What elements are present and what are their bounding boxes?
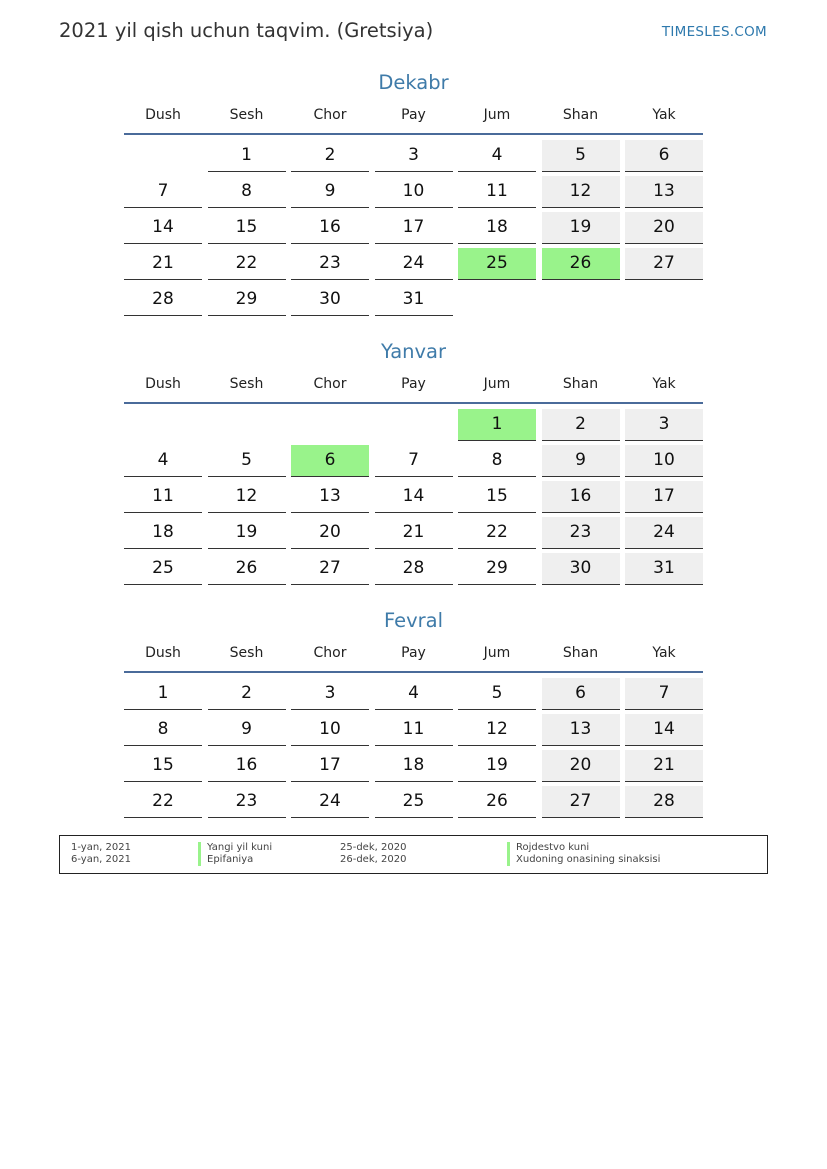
weekday-label: Yak [652, 107, 676, 123]
day-cell: 13 [291, 481, 369, 513]
week-row [124, 749, 703, 785]
weekday-label: Sesh [229, 376, 264, 392]
month-0 [124, 68, 703, 319]
day-cell: 20 [291, 517, 369, 549]
day-cell: 9 [542, 445, 620, 477]
day-cell: 22 [458, 517, 536, 549]
day-cell: 12 [458, 714, 536, 746]
day-cell: 11 [458, 176, 536, 208]
day-cell: 4 [375, 678, 453, 710]
day-cell: 16 [542, 481, 620, 513]
day-cell: 31 [375, 284, 453, 316]
day-cell: 15 [458, 481, 536, 513]
day-cell: 8 [458, 445, 536, 477]
day-cell: 15 [124, 750, 202, 782]
empty-day-cell [625, 284, 703, 315]
weekday-label: Yak [652, 645, 676, 661]
header-divider [124, 671, 703, 673]
day-cell: 16 [208, 750, 286, 782]
weekday-label: Shan [562, 376, 599, 392]
empty-day-cell [124, 140, 202, 171]
day-cell: 18 [375, 750, 453, 782]
day-cell: 9 [208, 714, 286, 746]
empty-day-cell [458, 284, 536, 315]
legend-date: 26-dek, 2020 [340, 854, 407, 865]
weekday-label: Chor [313, 107, 347, 123]
day-cell: 24 [625, 517, 703, 549]
week-row [124, 516, 703, 552]
day-cell: 20 [625, 212, 703, 244]
day-cell: 23 [208, 786, 286, 818]
day-cell: 14 [625, 714, 703, 746]
day-cell: 2 [208, 678, 286, 710]
day-cell: 4 [124, 445, 202, 477]
day-cell: 9 [291, 176, 369, 208]
day-cell: 29 [458, 553, 536, 585]
day-cell: 5 [542, 140, 620, 172]
day-cell: 11 [124, 481, 202, 513]
weekday-header [124, 371, 703, 397]
day-cell: 28 [625, 786, 703, 818]
day-cell: 21 [625, 750, 703, 782]
day-cell: 30 [542, 553, 620, 585]
day-cell: 30 [291, 284, 369, 316]
legend-holiday-name: Xudoning onasining sinaksisi [507, 854, 660, 866]
week-row [124, 785, 703, 821]
week-row [124, 283, 703, 319]
day-cell: 2 [291, 140, 369, 172]
weekday-label: Pay [401, 376, 426, 392]
day-cell: 1 [458, 409, 536, 441]
week-row [124, 552, 703, 588]
week-row [124, 211, 703, 247]
weekday-label: Chor [313, 645, 347, 661]
day-cell: 10 [375, 176, 453, 208]
weekday-label: Jum [483, 376, 511, 392]
day-cell: 22 [124, 786, 202, 818]
weekday-label: Sesh [229, 107, 264, 123]
week-row [124, 175, 703, 211]
day-cell: 24 [375, 248, 453, 280]
site-link[interactable]: TIMESLES.COM [661, 24, 767, 40]
week-row [124, 480, 703, 516]
weekday-label: Shan [562, 107, 599, 123]
empty-day-cell [124, 409, 202, 440]
day-cell: 21 [124, 248, 202, 280]
day-cell: 28 [124, 284, 202, 316]
day-cell: 11 [375, 714, 453, 746]
day-cell: 19 [458, 750, 536, 782]
month-name: Fevral [383, 609, 444, 632]
day-cell: 31 [625, 553, 703, 585]
day-cell: 26 [458, 786, 536, 818]
weekday-label: Dush [145, 645, 181, 661]
legend-date: 6-yan, 2021 [71, 854, 131, 865]
day-cell: 14 [124, 212, 202, 244]
week-row [124, 139, 703, 175]
day-cell: 7 [124, 176, 202, 208]
day-cell: 28 [375, 553, 453, 585]
day-cell: 3 [291, 678, 369, 710]
holiday-legend [59, 835, 768, 874]
week-row [124, 713, 703, 749]
day-cell: 1 [124, 678, 202, 710]
day-cell: 25 [124, 553, 202, 585]
weekday-label: Pay [401, 107, 426, 123]
day-cell: 10 [291, 714, 369, 746]
legend-holiday-name: Rojdestvo kuni [507, 842, 589, 854]
header-divider [124, 402, 703, 404]
weekday-label: Sesh [229, 645, 264, 661]
day-cell: 4 [458, 140, 536, 172]
month-2 [124, 606, 703, 821]
day-cell: 6 [291, 445, 369, 477]
day-cell: 27 [625, 248, 703, 280]
day-cell: 17 [375, 212, 453, 244]
week-row [124, 677, 703, 713]
day-cell: 27 [291, 553, 369, 585]
day-cell: 2 [542, 409, 620, 441]
legend-date: 1-yan, 2021 [71, 842, 131, 853]
weekday-label: Yak [652, 376, 676, 392]
legend-row [60, 842, 767, 854]
week-row [124, 408, 703, 444]
day-cell: 12 [542, 176, 620, 208]
day-cell: 21 [375, 517, 453, 549]
empty-day-cell [542, 284, 620, 315]
day-cell: 17 [625, 481, 703, 513]
weekday-label: Shan [562, 645, 599, 661]
month-name: Dekabr [378, 71, 449, 94]
empty-day-cell [375, 409, 453, 440]
empty-day-cell [291, 409, 369, 440]
weekday-label: Jum [483, 645, 511, 661]
day-cell: 8 [208, 176, 286, 208]
day-cell: 27 [542, 786, 620, 818]
day-cell: 15 [208, 212, 286, 244]
day-cell: 13 [542, 714, 620, 746]
empty-day-cell [208, 409, 286, 440]
day-cell: 23 [291, 248, 369, 280]
day-cell: 12 [208, 481, 286, 513]
day-cell: 22 [208, 248, 286, 280]
day-cell: 7 [375, 445, 453, 477]
day-cell: 19 [542, 212, 620, 244]
day-cell: 5 [458, 678, 536, 710]
weekday-label: Dush [145, 107, 181, 123]
day-cell: 20 [542, 750, 620, 782]
weekday-label: Chor [313, 376, 347, 392]
day-cell: 25 [458, 248, 536, 280]
weekday-label: Jum [483, 107, 511, 123]
day-cell: 23 [542, 517, 620, 549]
day-cell: 6 [625, 140, 703, 172]
day-cell: 8 [124, 714, 202, 746]
week-row [124, 247, 703, 283]
day-cell: 3 [625, 409, 703, 441]
day-cell: 18 [458, 212, 536, 244]
month-1 [124, 337, 703, 588]
day-cell: 6 [542, 678, 620, 710]
weekday-label: Pay [401, 645, 426, 661]
day-cell: 18 [124, 517, 202, 549]
legend-holiday-name: Yangi yil kuni [198, 842, 272, 854]
page-title: 2021 yil qish uchun taqvim. (Gretsiya) [59, 19, 434, 42]
week-row [124, 444, 703, 480]
weekday-header [124, 102, 703, 128]
legend-holiday-name: Epifaniya [198, 854, 253, 866]
day-cell: 17 [291, 750, 369, 782]
day-cell: 1 [208, 140, 286, 172]
day-cell: 26 [542, 248, 620, 280]
month-name: Yanvar [380, 340, 447, 363]
weekday-label: Dush [145, 376, 181, 392]
header-divider [124, 133, 703, 135]
day-cell: 7 [625, 678, 703, 710]
legend-date: 25-dek, 2020 [340, 842, 407, 853]
day-cell: 25 [375, 786, 453, 818]
day-cell: 24 [291, 786, 369, 818]
day-cell: 19 [208, 517, 286, 549]
day-cell: 10 [625, 445, 703, 477]
day-cell: 14 [375, 481, 453, 513]
day-cell: 3 [375, 140, 453, 172]
day-cell: 5 [208, 445, 286, 477]
day-cell: 16 [291, 212, 369, 244]
day-cell: 26 [208, 553, 286, 585]
legend-row [60, 854, 767, 866]
day-cell: 13 [625, 176, 703, 208]
weekday-header [124, 640, 703, 666]
day-cell: 29 [208, 284, 286, 316]
